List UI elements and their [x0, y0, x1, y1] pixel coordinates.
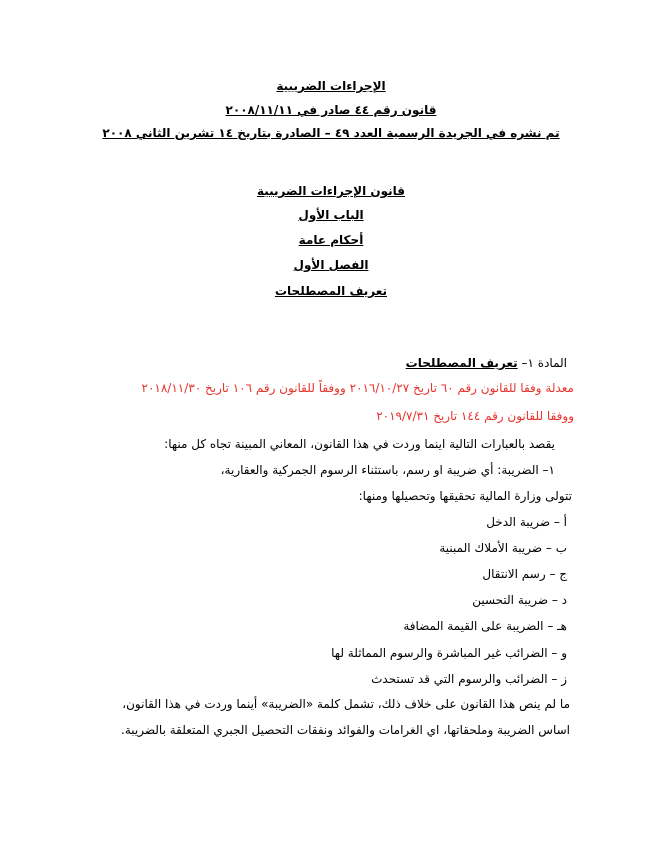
document-title: الإجراءات الضريبية — [276, 79, 386, 93]
list-item: ج – رسم الانتقال — [482, 567, 567, 581]
ministry-line: تتولى وزارة المالية تحقيقها وتحصيلها ومنها: — [358, 489, 572, 503]
chapter-heading: الباب الأول — [298, 208, 364, 222]
list-item: د – ضريبة التحسين — [472, 593, 567, 607]
part-title-heading: تعريف المصطلحات — [274, 284, 387, 298]
amendment-note-line-1: معدلة وفقا للقانون رقم ٦٠ تاريخ ٢٠١٦/١٠/٢٧ ووفقاً للقانون رقم ١٠٦ تاريخ ٢٠١٨/١١/٣٠ — [141, 381, 574, 395]
list-item: ب – ضريبة الأملاك المبنية — [439, 541, 567, 555]
tax-definition: ١– الضريبة: أي ضريبة او رسم، باستثناء الرسوم الجمركية والعقارية، — [220, 463, 555, 477]
list-item: أ – ضريبة الدخل — [486, 515, 567, 529]
amendment-note-line-2: ووفقا للقانون رقم ١٤٤ تاريخ ٢٠١٩/٧/٣١ — [376, 409, 574, 423]
article-label: المادة ١– — [521, 356, 567, 370]
law-title-heading: قانون الإجراءات الضريبية — [256, 184, 406, 198]
article-intro: يقصد بالعبارات التالية اينما وردت في هذا القانون، المعاني المبينة تجاه كل منها: — [164, 437, 555, 451]
list-item: و – الضرائب غير المباشرة والرسوم المماثلة لها — [331, 646, 567, 660]
list-item: ز – الضرائب والرسوم التي قد تستحدث — [371, 672, 567, 686]
closing-line-1: ما لم ينص هذا القانون على خلاف ذلك، تشمل كلمة «الضريبة» أينما وردت في هذا القانون، — [122, 697, 570, 711]
chapter-title-heading: أحكام عامة — [298, 233, 364, 247]
publication-heading: تم نشره في الجريدة الرسمية العدد ٤٩ – الصادرة بتاريخ ١٤ تشرين الثاني ٢٠٠٨ — [102, 126, 560, 140]
law-number-heading: قانون رقم ٤٤ صادر في ٢٠٠٨/١١/١١ — [225, 103, 437, 117]
list-item: هـ – الضريبة على القيمة المضافة — [403, 619, 567, 633]
article-title: تعريف المصطلحات — [405, 356, 518, 370]
article-heading — [60, 355, 567, 371]
closing-line-2: اساس الضريبة وملحقاتها، اي الغرامات والفوائد ونفقات التحصيل الجبري المتعلقة بالضريبة. — [121, 723, 570, 737]
part-heading: الفصل الأول — [293, 258, 369, 272]
